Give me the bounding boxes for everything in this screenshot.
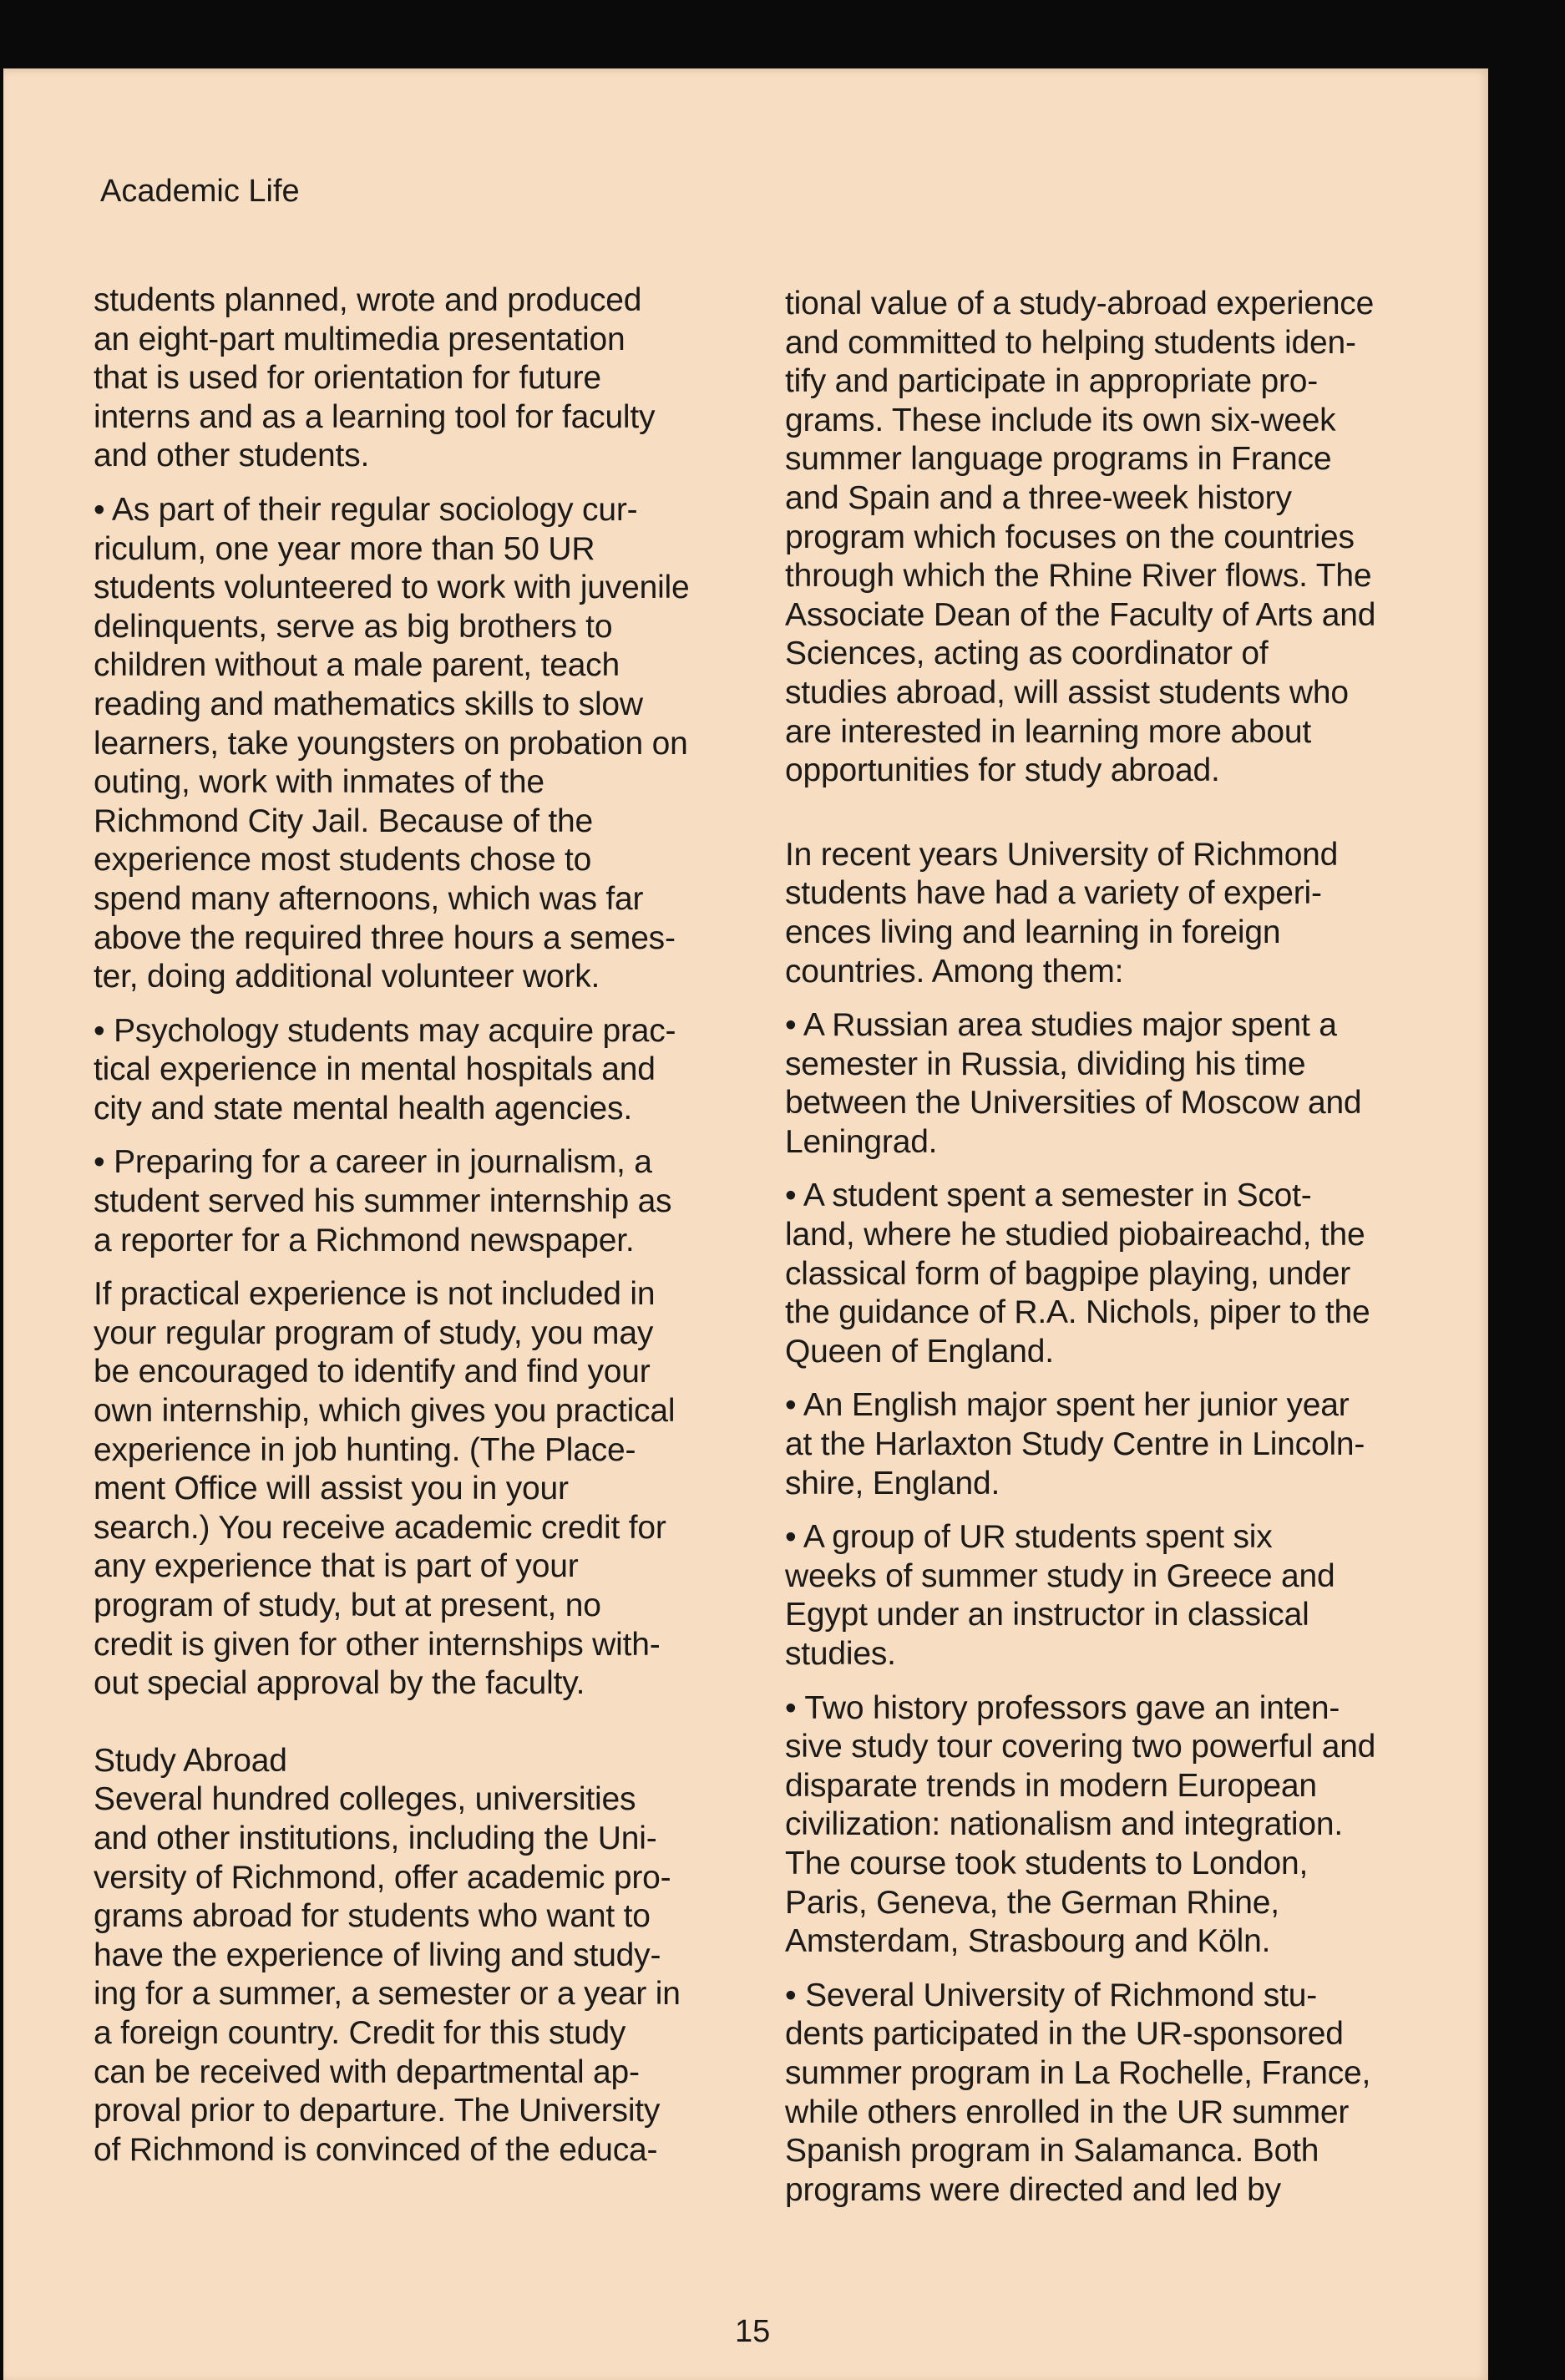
running-header: Academic Life xyxy=(100,174,300,209)
bullet-journalism: • Preparing for a career in journalism, a student served his summer internship as a reporter for a Richmond newspaper. xyxy=(94,1144,672,1258)
opening-paragraph: students planned, wrote and produced an eight-part multimedia presentation that is used for orientation for future interns and as a learning tool for faculty and other students. xyxy=(94,282,656,474)
bullet-russia: • A Russian area studies major spent a semester in Russia, dividing his time between the Universities of Moscow and Leningrad. xyxy=(785,1007,1362,1160)
bullet-harlaxton: • An English major spent her junior year at the Harlaxton Study Centre in Lincoln- shire, England. xyxy=(785,1387,1365,1501)
bullet-summer-programs: • Several University of Richmond stu- dents participated in the UR-sponsored summer program in La Rochelle, France, while others enrolled in the UR summer Spanish program in Salamanca. Both programs were directed and led by xyxy=(785,1977,1371,2208)
section-heading-study-abroad: Study Abroad xyxy=(94,1742,287,1779)
bullet-scotland: • A student spent a semester in Scot- land, where he studied piobaireachd, the classical form of bagpipe playing, under the guidance of R.A. Nichols, piper to the Queen of England. xyxy=(785,1177,1370,1370)
right-column xyxy=(785,285,1461,2225)
intro-paragraph: In recent years University of Richmond students have had a variety of experi- ences living and learning in foreign countries. Among them: xyxy=(785,836,1339,990)
bullet-greece-egypt: • A group of UR students spent six weeks of summer study in Greece and Egypt under an instructor in classical studies. xyxy=(785,1519,1335,1672)
left-column xyxy=(94,281,770,2185)
bullet-psychology: • Psychology students may acquire prac- tical experience in mental hospitals and city and state mental health agencies. xyxy=(94,1012,676,1127)
bullet-history-tour: • Two history professors gave an inten- sive study tour covering two powerful and disparate trends in modern European civilization: nationalism and integration. The course took students to London, Paris, Geneva, the German Rhine, Amsterdam, Strasbourg and Köln. xyxy=(785,1689,1376,1960)
document-page xyxy=(3,68,1488,2380)
page-number: 15 xyxy=(735,2314,771,2349)
continued-paragraph: tional value of a study-abroad experience and committed to helping students iden- tify and participate in appropriate pro- grams. These include its own six-week summer language programs in France and Spain and a three-week history program which focuses on the countries through which the Rhine River flows. The Associate Dean of the Faculty of Arts and Sciences, acting as coordinator of studies abroad, will assist students who are interested in learning more about opportunities for study abroad. xyxy=(785,286,1376,789)
study-abroad-paragraph: Several hundred colleges, universities and other institutions, including the Uni- versity of Richmond, offer academic pro- grams abroad for students who want to have the experience of living and study- ing for a summer, a semester or a year in a foreign country. Credit for this study can be received with departmental ap- proval prior to departure. The University of Richmond is convinced of the educa- xyxy=(94,1781,681,2168)
practical-experience-paragraph: If practical experience is not included in your regular program of study, you may be encouraged to identify and find your own internship, which gives you practical experience in job hunting. (The Place- ment Office will assist you in your search.) You receive academic credit for any experience that is part of your program of study, but at present, no credit is given for other internships with- out special approval by the faculty. xyxy=(94,1276,676,1702)
bullet-sociology: • As part of their regular sociology cur- riculum, one year more than 50 UR students volunteered to work with juvenile delinquents, serve as big brothers to children without a male parent, teach reading and mathematics skills to slow learners, take youngsters on probation on outing, work with inmates of the Richmond City Jail. Because of the experience most students chose to spend many afternoons, which was far above the required three hours a semes- ter, doing additional volunteer work. xyxy=(94,491,690,995)
